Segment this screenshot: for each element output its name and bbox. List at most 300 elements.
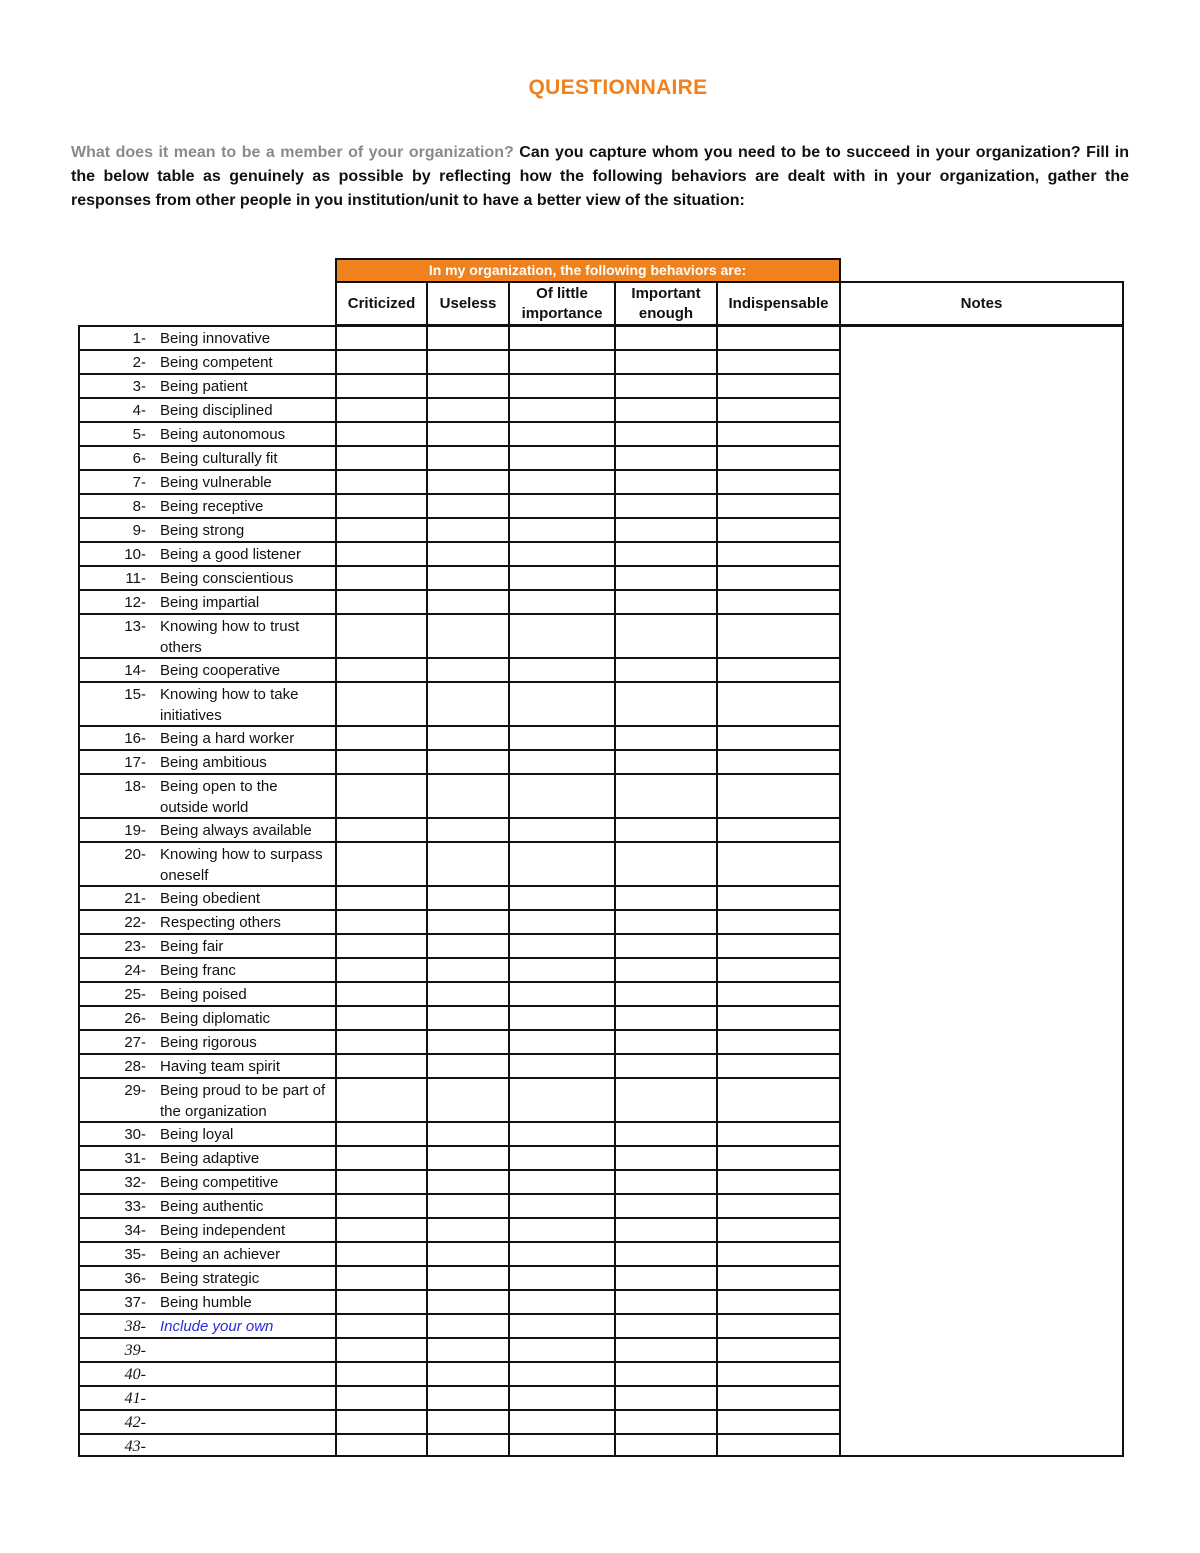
rating-cell[interactable] bbox=[616, 1435, 716, 1455]
rating-cell[interactable] bbox=[510, 959, 614, 981]
rating-cell[interactable] bbox=[510, 1031, 614, 1053]
rating-cell[interactable] bbox=[428, 1435, 508, 1455]
rating-cell[interactable] bbox=[510, 1315, 614, 1337]
table-row bbox=[80, 544, 334, 566]
rating-cell[interactable] bbox=[718, 567, 839, 589]
rating-cell[interactable] bbox=[510, 935, 614, 957]
rating-cell[interactable] bbox=[510, 683, 614, 725]
row-number: 1- bbox=[132, 330, 146, 347]
table-row bbox=[80, 1172, 334, 1194]
rating-cell[interactable] bbox=[428, 1147, 508, 1169]
rating-cell[interactable] bbox=[428, 1411, 508, 1433]
rating-cell[interactable] bbox=[337, 1195, 426, 1217]
rating-cell[interactable] bbox=[616, 1291, 716, 1313]
row-number: 7- bbox=[132, 474, 146, 491]
behavior-label: Being loyal bbox=[160, 1126, 234, 1143]
rating-cell[interactable] bbox=[428, 959, 508, 981]
rating-cell[interactable] bbox=[337, 659, 426, 681]
rating-cell[interactable] bbox=[337, 1007, 426, 1029]
rating-cell[interactable] bbox=[510, 447, 614, 469]
rating-cell[interactable] bbox=[337, 1315, 426, 1337]
rating-cell[interactable] bbox=[510, 887, 614, 909]
rating-cell[interactable] bbox=[510, 727, 614, 749]
table-row bbox=[80, 448, 334, 470]
rating-cell[interactable] bbox=[428, 1315, 508, 1337]
rating-cell[interactable] bbox=[718, 519, 839, 541]
rating-cell[interactable] bbox=[616, 1339, 716, 1361]
rating-cell[interactable] bbox=[718, 495, 839, 517]
rating-cell[interactable] bbox=[718, 683, 839, 725]
rating-cell[interactable] bbox=[510, 1339, 614, 1361]
rating-cell[interactable] bbox=[337, 471, 426, 493]
behavior-label: Being cooperative bbox=[160, 662, 281, 679]
rating-cell[interactable] bbox=[337, 567, 426, 589]
rating-cell[interactable] bbox=[337, 495, 426, 517]
table-row bbox=[80, 616, 334, 658]
rating-cell[interactable] bbox=[718, 1079, 839, 1121]
rating-cell[interactable] bbox=[616, 591, 716, 613]
rating-cell[interactable] bbox=[718, 591, 839, 613]
rating-cell[interactable] bbox=[337, 1339, 426, 1361]
rating-cell[interactable] bbox=[510, 471, 614, 493]
rating-cell[interactable] bbox=[428, 887, 508, 909]
rating-cell[interactable] bbox=[428, 819, 508, 841]
group-header: In my organization, the following behaviors are: bbox=[336, 260, 839, 281]
rating-cell[interactable] bbox=[718, 1195, 839, 1217]
table-row bbox=[80, 496, 334, 518]
rating-cell[interactable] bbox=[428, 471, 508, 493]
rating-cell[interactable] bbox=[616, 447, 716, 469]
behavior-label: Being competitive bbox=[160, 1174, 279, 1191]
rating-cell[interactable] bbox=[616, 751, 716, 773]
rating-cell[interactable] bbox=[510, 1219, 614, 1241]
rating-cell[interactable] bbox=[616, 1267, 716, 1289]
rating-cell[interactable] bbox=[616, 399, 716, 421]
rating-cell[interactable] bbox=[510, 1363, 614, 1385]
grid-line bbox=[1122, 281, 1124, 326]
row-number: 40- bbox=[124, 1366, 146, 1383]
rating-cell[interactable] bbox=[337, 683, 426, 725]
rating-cell[interactable] bbox=[718, 471, 839, 493]
rating-cell[interactable] bbox=[718, 1147, 839, 1169]
rating-cell[interactable] bbox=[428, 423, 508, 445]
rating-cell[interactable] bbox=[337, 351, 426, 373]
rating-cell[interactable] bbox=[616, 519, 716, 541]
rating-cell[interactable] bbox=[718, 959, 839, 981]
rating-cell[interactable] bbox=[337, 423, 426, 445]
rating-cell[interactable] bbox=[718, 1171, 839, 1193]
rating-cell[interactable] bbox=[428, 983, 508, 1005]
rating-cell[interactable] bbox=[337, 843, 426, 885]
rating-cell[interactable] bbox=[428, 1339, 508, 1361]
rating-cell[interactable] bbox=[718, 1435, 839, 1455]
rating-cell[interactable] bbox=[337, 751, 426, 773]
rating-cell[interactable] bbox=[616, 843, 716, 885]
rating-cell[interactable] bbox=[616, 819, 716, 841]
rating-cell[interactable] bbox=[616, 1055, 716, 1077]
rating-cell[interactable] bbox=[718, 1267, 839, 1289]
rating-cell[interactable] bbox=[616, 1007, 716, 1029]
rating-cell[interactable] bbox=[510, 983, 614, 1005]
rating-cell[interactable] bbox=[616, 1387, 716, 1409]
rating-cell[interactable] bbox=[616, 1363, 716, 1385]
table-row bbox=[80, 1196, 334, 1218]
behavior-label: Being autonomous bbox=[160, 426, 286, 443]
rating-cell[interactable] bbox=[337, 1267, 426, 1289]
rating-cell[interactable] bbox=[616, 983, 716, 1005]
rating-cell[interactable] bbox=[428, 683, 508, 725]
behavior-label: Being poised bbox=[160, 986, 247, 1003]
rating-cell[interactable] bbox=[718, 751, 839, 773]
rating-cell[interactable] bbox=[718, 935, 839, 957]
rating-cell[interactable] bbox=[616, 615, 716, 657]
behavior-label: Being open to the outside world bbox=[160, 778, 278, 816]
rating-cell[interactable] bbox=[616, 1243, 716, 1265]
table-row bbox=[80, 1412, 334, 1434]
row-number: 26- bbox=[124, 1010, 146, 1027]
rating-cell[interactable] bbox=[616, 683, 716, 725]
rating-cell[interactable] bbox=[510, 819, 614, 841]
rating-cell[interactable] bbox=[616, 1315, 716, 1337]
row-number: 8- bbox=[132, 498, 146, 515]
rating-cell[interactable] bbox=[337, 1171, 426, 1193]
rating-cell[interactable] bbox=[718, 1055, 839, 1077]
row-number: 34- bbox=[124, 1222, 146, 1239]
rating-cell[interactable] bbox=[428, 1079, 508, 1121]
rating-cell[interactable] bbox=[718, 659, 839, 681]
rating-cell[interactable] bbox=[616, 959, 716, 981]
rating-cell[interactable] bbox=[718, 911, 839, 933]
table-row bbox=[80, 820, 334, 842]
row-number: 35- bbox=[124, 1246, 146, 1263]
table-row bbox=[80, 936, 334, 958]
rating-cell[interactable] bbox=[510, 1147, 614, 1169]
rating-cell[interactable] bbox=[337, 1031, 426, 1053]
column-header-indispensable: Indispensable bbox=[728, 295, 829, 312]
grid-line bbox=[508, 281, 510, 326]
behavior-label: Being innovative bbox=[160, 330, 271, 347]
rating-cell[interactable] bbox=[510, 1267, 614, 1289]
row-number: 41- bbox=[124, 1390, 146, 1407]
rating-cell[interactable] bbox=[616, 471, 716, 493]
rating-cell[interactable] bbox=[337, 983, 426, 1005]
rating-cell[interactable] bbox=[718, 1339, 839, 1361]
rating-cell[interactable] bbox=[616, 1195, 716, 1217]
rating-cell[interactable] bbox=[510, 615, 614, 657]
rating-cell[interactable] bbox=[616, 375, 716, 397]
column-header-important-enough: Important enough bbox=[631, 285, 701, 322]
behavior-label: Being ambitious bbox=[160, 754, 267, 771]
rating-cell[interactable] bbox=[337, 543, 426, 565]
rating-cell[interactable] bbox=[428, 519, 508, 541]
rating-cell[interactable] bbox=[337, 615, 426, 657]
rating-cell[interactable] bbox=[718, 727, 839, 749]
rating-cell[interactable] bbox=[616, 1031, 716, 1053]
behavior-label: Being independent bbox=[160, 1222, 286, 1239]
rating-cell[interactable] bbox=[428, 1363, 508, 1385]
rating-cell[interactable] bbox=[510, 495, 614, 517]
rating-cell[interactable] bbox=[428, 327, 508, 349]
table-row bbox=[80, 1268, 334, 1290]
rating-cell[interactable] bbox=[337, 1147, 426, 1169]
rating-cell[interactable] bbox=[718, 1411, 839, 1433]
rating-cell[interactable] bbox=[510, 1243, 614, 1265]
rating-cell[interactable] bbox=[616, 1411, 716, 1433]
row-number: 14- bbox=[124, 662, 146, 679]
rating-cell[interactable] bbox=[616, 351, 716, 373]
rating-cell[interactable] bbox=[510, 911, 614, 933]
behavior-label: Being impartial bbox=[160, 594, 260, 611]
rating-cell[interactable] bbox=[718, 887, 839, 909]
rating-cell[interactable] bbox=[718, 423, 839, 445]
rating-cell[interactable] bbox=[510, 543, 614, 565]
rating-cell[interactable] bbox=[718, 819, 839, 841]
rating-cell[interactable] bbox=[616, 495, 716, 517]
rating-cell[interactable] bbox=[337, 399, 426, 421]
rating-cell[interactable] bbox=[718, 983, 839, 1005]
rating-cell[interactable] bbox=[510, 1007, 614, 1029]
table-row bbox=[80, 1220, 334, 1242]
rating-cell[interactable] bbox=[510, 1195, 614, 1217]
behavior-label: Having team spirit bbox=[160, 1058, 281, 1075]
rating-cell[interactable] bbox=[428, 1219, 508, 1241]
rating-cell[interactable] bbox=[428, 495, 508, 517]
rating-cell[interactable] bbox=[428, 843, 508, 885]
rating-cell[interactable] bbox=[718, 1007, 839, 1029]
rating-cell[interactable] bbox=[616, 887, 716, 909]
rating-cell[interactable] bbox=[337, 727, 426, 749]
rating-cell[interactable] bbox=[428, 591, 508, 613]
rating-cell[interactable] bbox=[428, 1171, 508, 1193]
rating-cell[interactable] bbox=[428, 935, 508, 957]
behavior-label: Being a hard worker bbox=[160, 730, 295, 747]
rating-cell[interactable] bbox=[510, 1123, 614, 1145]
grid-line bbox=[839, 281, 841, 326]
column-header-useless: Useless bbox=[439, 295, 497, 312]
behavior-label[interactable]: Include your own bbox=[160, 1318, 274, 1335]
behavior-label: Being receptive bbox=[160, 498, 264, 515]
rating-cell[interactable] bbox=[428, 1123, 508, 1145]
row-number: 15- bbox=[124, 686, 146, 703]
rating-cell[interactable] bbox=[616, 1079, 716, 1121]
row-number: 42- bbox=[124, 1414, 146, 1431]
rating-cell[interactable] bbox=[337, 935, 426, 957]
rating-cell[interactable] bbox=[428, 659, 508, 681]
row-number: 11- bbox=[125, 570, 146, 587]
rating-cell[interactable] bbox=[337, 1435, 426, 1455]
table-row bbox=[80, 328, 334, 350]
table-row bbox=[80, 400, 334, 422]
rating-cell[interactable] bbox=[428, 1267, 508, 1289]
rating-cell[interactable] bbox=[616, 775, 716, 817]
behavior-label: Being adaptive bbox=[160, 1150, 260, 1167]
rating-cell[interactable] bbox=[718, 375, 839, 397]
rating-cell[interactable] bbox=[510, 659, 614, 681]
rating-cell[interactable] bbox=[616, 659, 716, 681]
rating-cell[interactable] bbox=[428, 399, 508, 421]
rating-cell[interactable] bbox=[616, 1219, 716, 1241]
rating-cell[interactable] bbox=[337, 1387, 426, 1409]
rating-cell[interactable] bbox=[337, 819, 426, 841]
rating-cell[interactable] bbox=[337, 1055, 426, 1077]
rating-cell[interactable] bbox=[616, 543, 716, 565]
rating-cell[interactable] bbox=[510, 1435, 614, 1455]
rating-cell[interactable] bbox=[428, 727, 508, 749]
rating-cell[interactable] bbox=[428, 1007, 508, 1029]
table-row bbox=[80, 1244, 334, 1266]
rating-cell[interactable] bbox=[616, 727, 716, 749]
rating-cell[interactable] bbox=[428, 351, 508, 373]
rating-cell[interactable] bbox=[718, 775, 839, 817]
row-number: 6- bbox=[132, 450, 146, 467]
row-number: 3- bbox=[132, 378, 146, 395]
rating-cell[interactable] bbox=[718, 447, 839, 469]
rating-cell[interactable] bbox=[510, 775, 614, 817]
rating-cell[interactable] bbox=[718, 1387, 839, 1409]
rating-cell[interactable] bbox=[428, 1055, 508, 1077]
rating-cell[interactable] bbox=[337, 375, 426, 397]
rating-cell[interactable] bbox=[337, 1079, 426, 1121]
rating-cell[interactable] bbox=[428, 775, 508, 817]
table-row bbox=[80, 376, 334, 398]
rating-cell[interactable] bbox=[428, 447, 508, 469]
rating-cell[interactable] bbox=[337, 1363, 426, 1385]
rating-cell[interactable] bbox=[337, 911, 426, 933]
row-number: 2- bbox=[132, 354, 146, 371]
rating-cell[interactable] bbox=[718, 399, 839, 421]
rating-cell[interactable] bbox=[510, 591, 614, 613]
table-row bbox=[80, 912, 334, 934]
table-row bbox=[80, 1008, 334, 1030]
rating-cell[interactable] bbox=[428, 1387, 508, 1409]
rating-cell[interactable] bbox=[510, 567, 614, 589]
table-row bbox=[80, 568, 334, 590]
rating-cell[interactable] bbox=[337, 959, 426, 981]
rating-cell[interactable] bbox=[428, 375, 508, 397]
intro-instructions: Can you capture whom you need to be to succeed in your organization? Fill in the below table as genuinely as possible by reflecting how the following behaviors are dealt with in your organization, gather the responses from other people in you institution/unit to have a better view of the situation: bbox=[71, 144, 1130, 209]
rating-cell[interactable] bbox=[718, 1031, 839, 1053]
rating-cell[interactable] bbox=[337, 887, 426, 909]
rating-cell[interactable] bbox=[616, 911, 716, 933]
row-number: 43- bbox=[124, 1438, 146, 1455]
rating-cell[interactable] bbox=[616, 1147, 716, 1169]
rating-cell[interactable] bbox=[510, 1171, 614, 1193]
row-number: 20- bbox=[124, 846, 146, 863]
rating-cell[interactable] bbox=[510, 399, 614, 421]
rating-cell[interactable] bbox=[616, 935, 716, 957]
rating-cell[interactable] bbox=[428, 751, 508, 773]
rating-cell[interactable] bbox=[718, 327, 839, 349]
rating-cell[interactable] bbox=[510, 751, 614, 773]
behavior-label: Knowing how to surpass oneself bbox=[160, 846, 323, 884]
rating-cell[interactable] bbox=[337, 1219, 426, 1241]
intro-question: What does it mean to be a member of your organization? bbox=[71, 144, 514, 161]
grid-line bbox=[335, 281, 337, 326]
row-number: 19- bbox=[124, 822, 146, 839]
table-row bbox=[80, 1364, 334, 1386]
rating-cell[interactable] bbox=[616, 1123, 716, 1145]
rating-cell[interactable] bbox=[718, 1123, 839, 1145]
behavior-label: Being strong bbox=[160, 522, 245, 539]
rating-cell[interactable] bbox=[718, 351, 839, 373]
behavior-label: Being authentic bbox=[160, 1198, 264, 1215]
row-number: 38- bbox=[124, 1318, 146, 1335]
grid-line bbox=[839, 258, 841, 283]
rating-cell[interactable] bbox=[428, 567, 508, 589]
rating-cell[interactable] bbox=[337, 447, 426, 469]
rating-cell[interactable] bbox=[616, 423, 716, 445]
rating-cell[interactable] bbox=[510, 351, 614, 373]
rating-cell[interactable] bbox=[616, 1171, 716, 1193]
rating-cell[interactable] bbox=[428, 615, 508, 657]
rating-cell[interactable] bbox=[510, 1291, 614, 1313]
row-number: 4- bbox=[132, 402, 146, 419]
rating-cell[interactable] bbox=[428, 1195, 508, 1217]
behavior-label: Being obedient bbox=[160, 890, 261, 907]
rating-cell[interactable] bbox=[510, 1079, 614, 1121]
row-number: 16- bbox=[124, 730, 146, 747]
rating-cell[interactable] bbox=[510, 1387, 614, 1409]
rating-cell[interactable] bbox=[718, 1363, 839, 1385]
rating-cell[interactable] bbox=[337, 775, 426, 817]
notes-area[interactable] bbox=[841, 327, 1122, 1455]
rating-cell[interactable] bbox=[428, 911, 508, 933]
behavior-label: Being patient bbox=[160, 378, 248, 395]
rating-cell[interactable] bbox=[718, 1291, 839, 1313]
rating-cell[interactable] bbox=[337, 1243, 426, 1265]
rating-cell[interactable] bbox=[337, 1291, 426, 1313]
rating-cell[interactable] bbox=[337, 1411, 426, 1433]
rating-cell[interactable] bbox=[718, 1219, 839, 1241]
rating-cell[interactable] bbox=[616, 567, 716, 589]
row-number: 17- bbox=[124, 754, 146, 771]
behavior-label: Being rigorous bbox=[160, 1034, 257, 1051]
table-row bbox=[80, 472, 334, 494]
row-number: 21- bbox=[124, 890, 146, 907]
rating-cell[interactable] bbox=[510, 375, 614, 397]
rating-cell[interactable] bbox=[718, 843, 839, 885]
rating-cell[interactable] bbox=[510, 423, 614, 445]
rating-cell[interactable] bbox=[718, 1243, 839, 1265]
rating-cell[interactable] bbox=[718, 615, 839, 657]
row-number: 32- bbox=[124, 1174, 146, 1191]
rating-cell[interactable] bbox=[428, 1243, 508, 1265]
rating-cell[interactable] bbox=[718, 543, 839, 565]
rating-cell[interactable] bbox=[337, 327, 426, 349]
rating-cell[interactable] bbox=[337, 591, 426, 613]
table-row bbox=[80, 1316, 334, 1338]
behavior-label: Being a good listener bbox=[160, 546, 301, 563]
rating-cell[interactable] bbox=[718, 1315, 839, 1337]
rating-cell[interactable] bbox=[510, 1411, 614, 1433]
rating-cell[interactable] bbox=[510, 519, 614, 541]
grid-line bbox=[426, 281, 428, 326]
rating-cell[interactable] bbox=[428, 1291, 508, 1313]
rating-cell[interactable] bbox=[510, 843, 614, 885]
rating-cell[interactable] bbox=[428, 1031, 508, 1053]
row-number: 28- bbox=[124, 1058, 146, 1075]
rating-cell[interactable] bbox=[337, 1123, 426, 1145]
table-row bbox=[80, 592, 334, 614]
column-header-of-little-importance: Of little importance bbox=[521, 285, 603, 322]
rating-cell[interactable] bbox=[510, 327, 614, 349]
rating-cell[interactable] bbox=[337, 519, 426, 541]
rating-cell[interactable] bbox=[616, 327, 716, 349]
row-number: 37- bbox=[124, 1294, 146, 1311]
rating-cell[interactable] bbox=[510, 1055, 614, 1077]
rating-cell[interactable] bbox=[428, 543, 508, 565]
grid-line bbox=[614, 281, 616, 326]
